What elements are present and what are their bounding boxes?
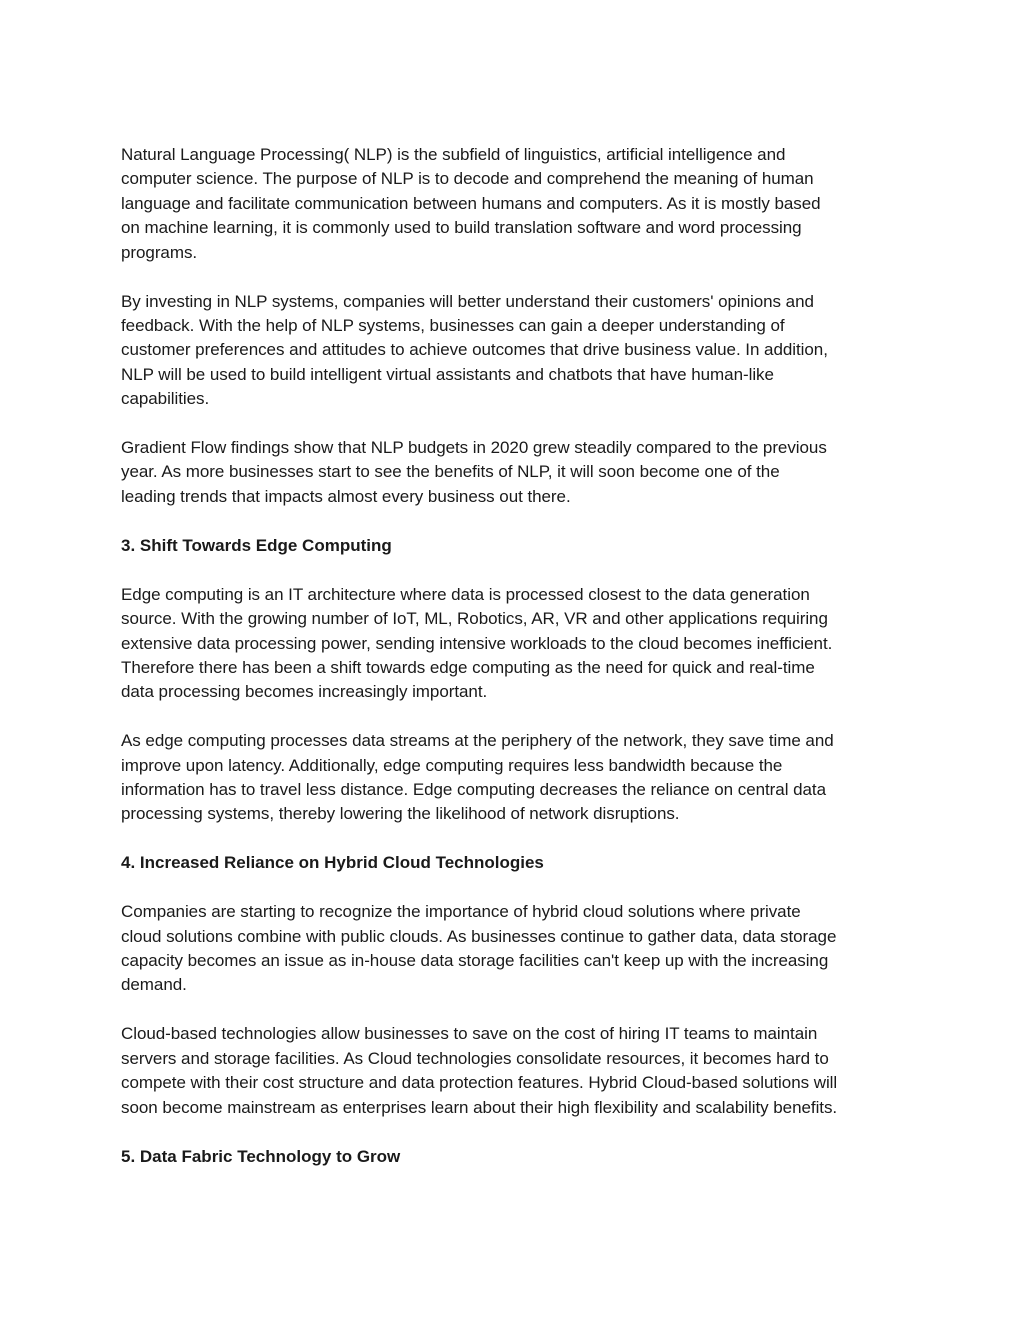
text-line: feedback. With the help of NLP systems, businesses can gain a deeper understanding of: [121, 315, 785, 335]
text-line: improve upon latency. Additionally, edge computing requires less bandwidth because the: [121, 755, 783, 775]
document-page: [121, 143, 921, 1193]
text-line: cloud solutions combine with public clouds. As businesses continue to gather data, data storage: [121, 926, 837, 946]
text-line: capacity becomes an issue as in-house data storage facilities can't keep up with the increasing: [121, 951, 829, 971]
text-line: Edge computing is an IT architecture where data is processed closest to the data generation: [121, 584, 810, 604]
text-line: compete with their cost structure and data protection features. Hybrid Cloud-based solutions will: [121, 1073, 838, 1093]
paragraph-cloud-based-tech: [121, 1022, 921, 1120]
text-line: leading trends that impacts almost every business out there.: [121, 486, 571, 506]
text-line: capabilities.: [121, 389, 210, 409]
paragraph-gradient-flow: [121, 436, 921, 509]
text-line: By investing in NLP systems, companies will better understand their customers' opinions and: [121, 291, 814, 311]
text-line: soon become mainstream as enterprises learn about their high flexibility and scalability benefits.: [121, 1097, 838, 1117]
paragraph-nlp-investing: [121, 290, 921, 412]
text-line: As edge computing processes data streams at the periphery of the network, they save time and: [121, 731, 834, 751]
text-line: Companies are starting to recognize the importance of hybrid cloud solutions where private: [121, 902, 801, 922]
text-line: language and facilitate communication between humans and computers. As it is mostly based: [121, 193, 821, 213]
section-heading-data-fabric: 5. Data Fabric Technology to Grow: [121, 1146, 401, 1166]
text-line: demand.: [121, 975, 187, 995]
section-heading-hybrid-cloud: 4. Increased Reliance on Hybrid Cloud Technologies: [121, 853, 544, 873]
paragraph-nlp-intro: [121, 143, 921, 265]
text-line: on machine learning, it is commonly used to build translation software and word processing: [121, 218, 802, 238]
text-line: year. As more businesses start to see the benefits of NLP, it will soon become one of the: [121, 462, 780, 482]
text-line: data processing becomes increasingly important.: [121, 682, 488, 702]
text-line: Natural Language Processing( NLP) is the subfield of linguistics, artificial intelligence and: [121, 145, 786, 164]
text-line: Therefore there has been a shift towards edge computing as the need for quick and real-time: [121, 657, 815, 677]
text-line: NLP will be used to build intelligent virtual assistants and chatbots that have human-like: [121, 364, 774, 384]
text-line: Gradient Flow findings show that NLP budgets in 2020 grew steadily compared to the previous: [121, 438, 827, 458]
text-line: programs.: [121, 242, 198, 262]
section-heading-edge-computing: 3. Shift Towards Edge Computing: [121, 535, 392, 555]
text-line: Cloud-based technologies allow businesses to save on the cost of hiring IT teams to maintain: [121, 1024, 818, 1044]
text-line: servers and storage facilities. As Cloud technologies consolidate resources, it becomes hard to: [121, 1048, 829, 1068]
text-line: information has to travel less distance. Edge computing decreases the reliance on central data: [121, 780, 826, 800]
text-line: source. With the growing number of IoT, ML, Robotics, AR, VR and other applications requiring: [121, 609, 828, 629]
paragraph-edge-definition: [121, 583, 921, 705]
text-line: extensive data processing power, sending intensive workloads to the cloud becomes inefficient.: [121, 633, 833, 653]
text-line: processing systems, thereby lowering the likelihood of network disruptions.: [121, 804, 680, 824]
text-line: customer preferences and attitudes to achieve outcomes that drive business value. In addition,: [121, 340, 828, 360]
text-line: computer science. The purpose of NLP is to decode and comprehend the meaning of human: [121, 169, 814, 189]
paragraph-edge-benefits: [121, 729, 921, 827]
paragraph-hybrid-cloud-intro: [121, 900, 921, 998]
